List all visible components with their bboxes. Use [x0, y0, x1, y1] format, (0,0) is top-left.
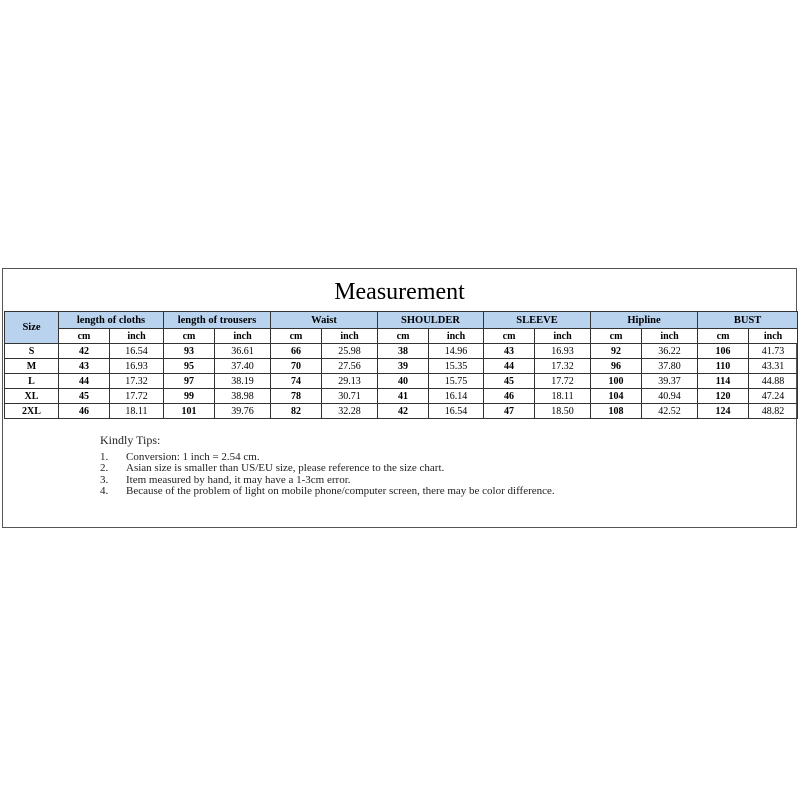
size-chart-card [2, 268, 797, 528]
unit-cm-header: cm [591, 329, 642, 344]
inch-value-cell: 38.98 [215, 389, 271, 404]
inch-value-cell: 17.32 [110, 374, 164, 389]
unit-inch-header: inch [642, 329, 698, 344]
unit-inch-header: inch [429, 329, 484, 344]
cm-value-cell: 44 [59, 374, 110, 389]
inch-value-cell: 16.54 [429, 404, 484, 419]
size-label-cell: XL [5, 389, 59, 404]
unit-inch-header: inch [749, 329, 798, 344]
group-header: SHOULDER [378, 312, 484, 329]
size-label-cell: L [5, 374, 59, 389]
unit-inch-header: inch [215, 329, 271, 344]
cm-value-cell: 74 [271, 374, 322, 389]
inch-value-cell: 32.28 [322, 404, 378, 419]
cm-value-cell: 120 [698, 389, 749, 404]
inch-value-cell: 17.72 [110, 389, 164, 404]
cm-value-cell: 92 [591, 344, 642, 359]
cm-value-cell: 93 [164, 344, 215, 359]
unit-cm-header: cm [484, 329, 535, 344]
group-header: Waist [271, 312, 378, 329]
cm-value-cell: 66 [271, 344, 322, 359]
tip-text: Asian size is smaller than US/EU size, please reference to the size chart. [126, 462, 445, 474]
inch-value-cell: 36.22 [642, 344, 698, 359]
table-row [5, 389, 798, 404]
chart-title: Measurement [334, 279, 465, 305]
inch-value-cell: 18.11 [535, 389, 591, 404]
unit-cm-header: cm [271, 329, 322, 344]
inch-value-cell: 30.71 [322, 389, 378, 404]
unit-cm-header: cm [59, 329, 110, 344]
cm-value-cell: 47 [484, 404, 535, 419]
inch-value-cell: 48.82 [749, 404, 798, 419]
tip-text: Item measured by hand, it may have a 1-3cm error. [126, 473, 351, 486]
tip-item [100, 463, 656, 475]
cm-value-cell: 43 [59, 359, 110, 374]
unit-header-row [5, 329, 798, 344]
cm-value-cell: 41 [378, 389, 429, 404]
size-table [4, 311, 798, 419]
inch-value-cell: 44.88 [749, 374, 798, 389]
inch-value-cell: 17.72 [535, 374, 591, 389]
inch-value-cell: 39.76 [215, 404, 271, 419]
inch-value-cell: 39.37 [642, 374, 698, 389]
cm-value-cell: 40 [378, 374, 429, 389]
cm-value-cell: 46 [59, 404, 110, 419]
cm-value-cell: 96 [591, 359, 642, 374]
tips-title: Kindly Tips: [100, 433, 161, 447]
inch-value-cell: 38.19 [215, 374, 271, 389]
inch-value-cell: 41.73 [749, 344, 798, 359]
inch-value-cell: 42.52 [642, 404, 698, 419]
size-header: Size [5, 312, 59, 344]
inch-value-cell: 27.56 [322, 359, 378, 374]
cm-value-cell: 97 [164, 374, 215, 389]
tip-number: 2. [100, 462, 109, 474]
inch-value-cell: 16.14 [429, 389, 484, 404]
cm-value-cell: 100 [591, 374, 642, 389]
kindly-tips [100, 435, 656, 498]
size-table-body [5, 344, 798, 419]
cm-value-cell: 114 [698, 374, 749, 389]
unit-cm-header: cm [698, 329, 749, 344]
table-row [5, 374, 798, 389]
inch-value-cell: 40.94 [642, 389, 698, 404]
cm-value-cell: 124 [698, 404, 749, 419]
inch-value-cell: 18.50 [535, 404, 591, 419]
unit-inch-header: inch [322, 329, 378, 344]
cm-value-cell: 99 [164, 389, 215, 404]
unit-inch-header: inch [535, 329, 591, 344]
size-label-cell: 2XL [5, 404, 59, 419]
inch-value-cell: 25.98 [322, 344, 378, 359]
inch-value-cell: 43.31 [749, 359, 798, 374]
unit-inch-header: inch [110, 329, 164, 344]
cm-value-cell: 82 [271, 404, 322, 419]
unit-cm-header: cm [164, 329, 215, 344]
cm-value-cell: 95 [164, 359, 215, 374]
tips-list [100, 452, 656, 498]
inch-value-cell: 47.24 [749, 389, 798, 404]
tip-text: Conversion: 1 inch = 2.54 cm. [126, 450, 260, 463]
inch-value-cell: 16.54 [110, 344, 164, 359]
inch-value-cell: 29.13 [322, 374, 378, 389]
group-header: SLEEVE [484, 312, 591, 329]
cm-value-cell: 106 [698, 344, 749, 359]
inch-value-cell: 15.75 [429, 374, 484, 389]
cm-value-cell: 101 [164, 404, 215, 419]
inch-value-cell: 37.40 [215, 359, 271, 374]
inch-value-cell: 18.11 [110, 404, 164, 419]
cm-value-cell: 44 [484, 359, 535, 374]
size-label-cell: M [5, 359, 59, 374]
table-row [5, 344, 798, 359]
cm-value-cell: 42 [59, 344, 110, 359]
inch-value-cell: 14.96 [429, 344, 484, 359]
size-label-cell: S [5, 344, 59, 359]
table-row [5, 359, 798, 374]
cm-value-cell: 38 [378, 344, 429, 359]
inch-value-cell: 37.80 [642, 359, 698, 374]
group-header-row [5, 312, 798, 329]
cm-value-cell: 78 [271, 389, 322, 404]
inch-value-cell: 15.35 [429, 359, 484, 374]
cm-value-cell: 46 [484, 389, 535, 404]
tip-number: 1. [100, 450, 109, 463]
cm-value-cell: 45 [484, 374, 535, 389]
tip-text: Because of the problem of light on mobile phone/computer screen, there may be color difference. [126, 485, 555, 497]
group-header: length of cloths [59, 312, 164, 329]
inch-value-cell: 16.93 [110, 359, 164, 374]
cm-value-cell: 42 [378, 404, 429, 419]
cm-value-cell: 104 [591, 389, 642, 404]
inch-value-cell: 36.61 [215, 344, 271, 359]
tip-number: 4. [100, 485, 109, 497]
tip-number: 3. [100, 473, 109, 486]
inch-value-cell: 16.93 [535, 344, 591, 359]
cm-value-cell: 70 [271, 359, 322, 374]
group-header: Hipline [591, 312, 698, 329]
unit-cm-header: cm [378, 329, 429, 344]
cm-value-cell: 110 [698, 359, 749, 374]
cm-value-cell: 43 [484, 344, 535, 359]
group-header: length of trousers [164, 312, 271, 329]
cm-value-cell: 45 [59, 389, 110, 404]
group-header: BUST [698, 312, 798, 329]
cm-value-cell: 108 [591, 404, 642, 419]
inch-value-cell: 17.32 [535, 359, 591, 374]
cm-value-cell: 39 [378, 359, 429, 374]
table-row [5, 404, 798, 419]
tip-item [100, 486, 656, 498]
